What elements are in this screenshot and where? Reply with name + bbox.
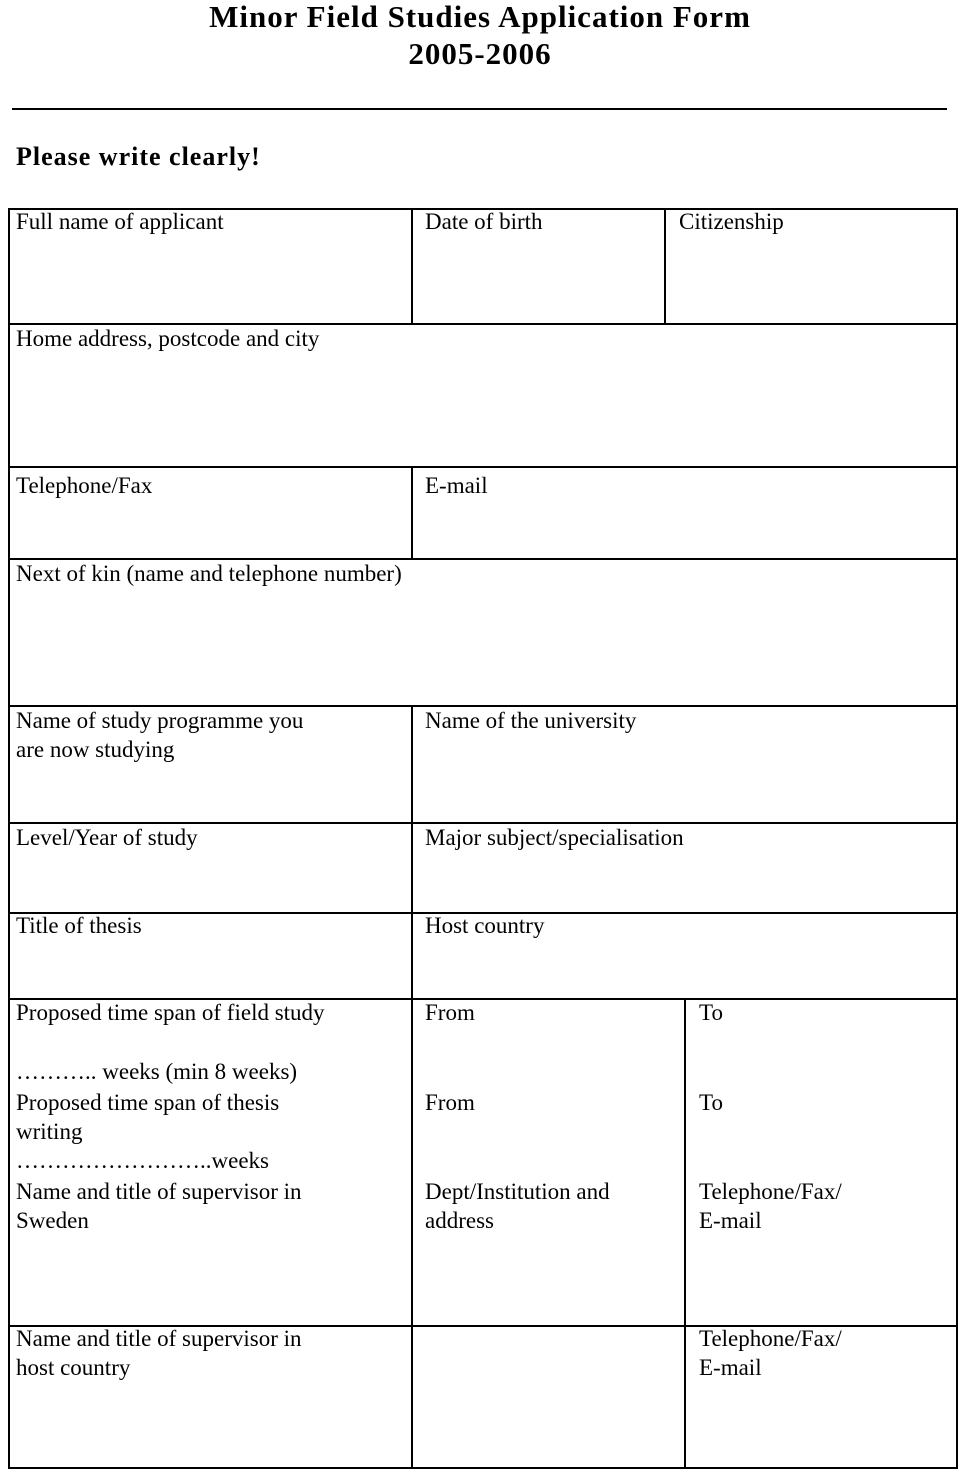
form-border-bottom — [8, 1467, 958, 1469]
field-study-span-label: Proposed time span of field study — [16, 1000, 325, 1025]
supervisor-host-contact-label: Telephone/Fax/ E-mail — [699, 1326, 842, 1380]
thesis-weeks-label: ……………………..weeks — [16, 1148, 269, 1173]
form-year: 2005-2006 — [408, 36, 552, 71]
telephone-fax-label: Telephone/Fax — [16, 473, 153, 498]
column-divider — [684, 998, 686, 1468]
column-divider — [411, 705, 413, 999]
host-country-label: Host country — [425, 913, 545, 938]
dept-institution-label: Dept/Institution and address — [425, 1179, 610, 1233]
date-of-birth-label: Date of birth — [425, 209, 543, 234]
field-study-to-label: To — [699, 1000, 723, 1025]
field-study-weeks-label: ……….. weeks (min 8 weeks) — [16, 1059, 298, 1084]
field-study-from-label: From — [425, 1000, 475, 1025]
university-label: Name of the university — [425, 708, 637, 733]
level-year-label: Level/Year of study — [16, 825, 198, 850]
supervisor-host-label: Name and title of supervisor in host country — [16, 1326, 302, 1380]
instruction-text: Please write clearly! — [16, 142, 261, 171]
citizenship-label: Citizenship — [679, 209, 784, 234]
thesis-title-label: Title of thesis — [16, 913, 142, 938]
form-title: Minor Field Studies Application Form — [209, 0, 751, 34]
next-of-kin-label: Next of kin (name and telephone number) — [16, 561, 402, 586]
email-label: E-mail — [425, 473, 488, 498]
full-name-label: Full name of applicant — [16, 209, 224, 234]
title-divider — [12, 108, 947, 110]
thesis-to-label: To — [699, 1090, 723, 1115]
home-address-label: Home address, postcode and city — [16, 326, 320, 351]
thesis-span-label: Proposed time span of thesis writing — [16, 1090, 280, 1144]
supervisor-sweden-contact-label: Telephone/Fax/ E-mail — [699, 1179, 842, 1233]
column-divider — [411, 998, 413, 1468]
column-divider — [411, 466, 413, 559]
thesis-from-label: From — [425, 1090, 475, 1115]
major-subject-label: Major subject/specialisation — [425, 825, 684, 850]
supervisor-sweden-label: Name and title of supervisor in Sweden — [16, 1179, 302, 1233]
column-divider — [411, 208, 413, 324]
form-border-left — [8, 208, 10, 1468]
study-programme-label: Name of study programme you are now studying — [16, 708, 304, 762]
column-divider — [664, 208, 666, 324]
row-divider — [8, 466, 958, 468]
form-border-right — [956, 208, 958, 1468]
